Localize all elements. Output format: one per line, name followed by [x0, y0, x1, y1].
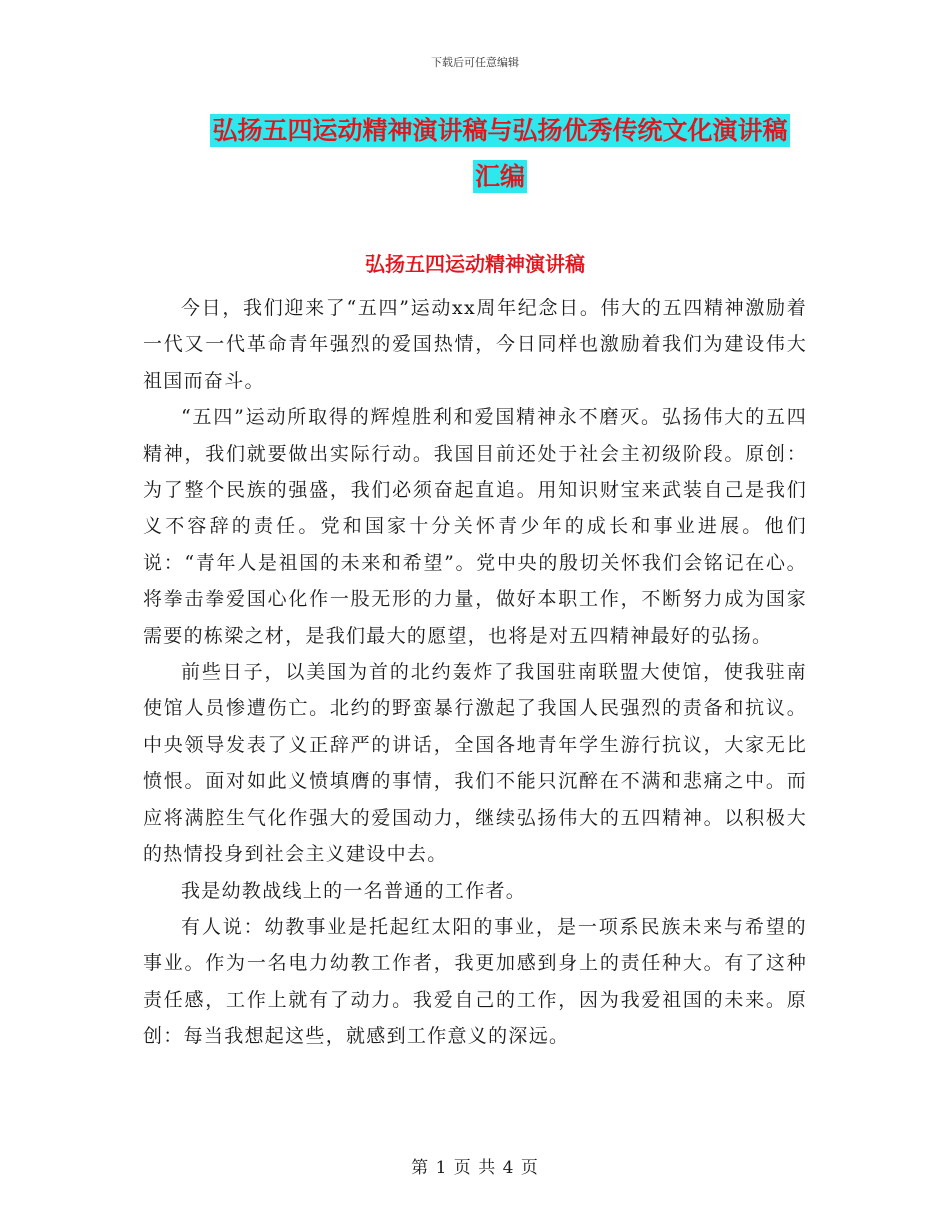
paragraph: 有人说：幼教事业是托起红太阳的事业，是一项系民族未来与希望的事业。作为一名电力幼教工作者，我更加感到身上的责任种大。有了这种责任感，工作上就有了动力。我爱自己的工作，因为我爱祖国的未来。原创：每当我想起这些，就感到工作意义的深远。 — [143, 915, 807, 1048]
section-title: 弘扬五四运动精神演讲稿 — [365, 252, 585, 276]
header-note: 下载后可任意编辑 — [431, 56, 519, 69]
document-title-line-1: 弘扬五四运动精神演讲稿与弘扬优秀传统文化演讲稿 — [212, 116, 788, 145]
paragraph: 我是幼教战线上的一名普通的工作者。 — [181, 879, 527, 902]
document-title-line-2: 汇编 — [474, 162, 525, 191]
paragraph: 今日，我们迎来了“五四”运动xx周年纪念日。伟大的五四精神激励着一代又一代革命青年强烈的爱国热情，今日同样也激励着我们为建设伟大祖国而奋斗。 — [143, 297, 807, 392]
document-body — [143, 290, 807, 1055]
page-number-footer: 第 1 页 共 4 页 — [411, 1158, 539, 1178]
paragraph: 前些日子，以美国为首的北约轰炸了我国驻南联盟大使馆，使我驻南使馆人员惨遭伤亡。北约的野蛮暴行激起了我国人民强烈的责备和抗议。中央领导发表了义正辞严的讲话，全国各地青年学生游行抗议，大家无比愤恨。面对如此义愤填膺的事情，我们不能只沉醉在不满和悲痛之中。而应将满腔生气化作强大的爱国动力，继续弘扬伟大的五四精神。以积极大的热情投身到社会主义建设中去。 — [143, 661, 807, 866]
paragraph: “五四”运动所取得的辉煌胜利和爱国精神永不磨灭。弘扬伟大的五四精神，我们就要做出实际行动。我国目前还处于社会主初级阶段。原创：为了整个民族的强盛，我们必须奋起直追。用知识财宝来武装自己是我们义不容辞的责任。党和国家十分关怀青少年的成长和事业进展。他们说：“青年人是祖国的未来和希望”。党中央的殷切关怀我们会铭记在心。将拳击拳爱国心化作一股无形的力量，做好本职工作，不断努力成为国家需要的栋梁之材，是我们最大的愿望，也将是对五四精神最好的弘扬。 — [143, 406, 807, 647]
document-title — [140, 108, 860, 200]
